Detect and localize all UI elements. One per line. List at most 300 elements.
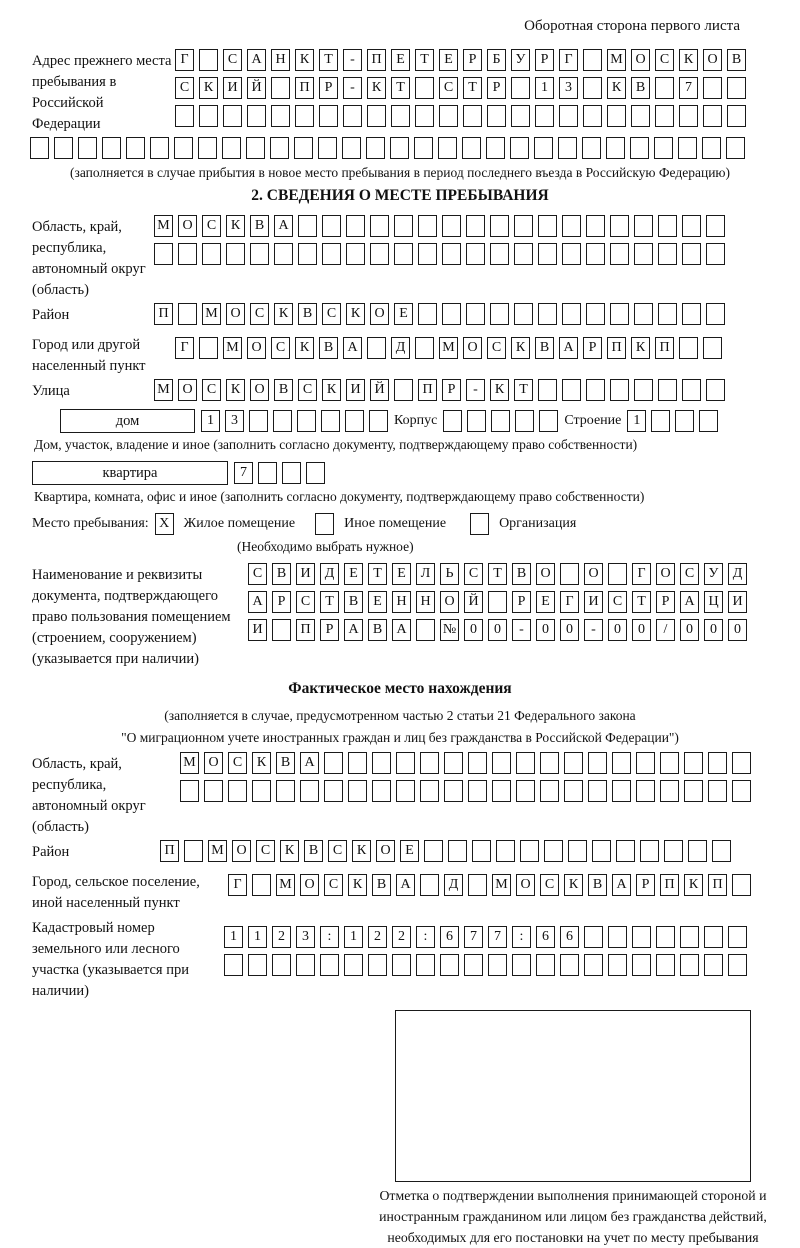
char-box[interactable] xyxy=(559,105,578,127)
char-box[interactable]: С xyxy=(608,591,627,613)
char-box[interactable]: : xyxy=(512,926,531,948)
char-box[interactable] xyxy=(224,954,243,976)
char-box[interactable] xyxy=(658,379,677,401)
char-box[interactable]: С xyxy=(322,303,341,325)
char-box[interactable]: Т xyxy=(488,563,507,585)
char-box[interactable]: Т xyxy=(415,49,434,71)
char-box[interactable]: М xyxy=(223,337,242,359)
char-box[interactable] xyxy=(248,954,267,976)
char-box[interactable] xyxy=(30,137,49,159)
char-box[interactable] xyxy=(418,243,437,265)
char-box[interactable]: А xyxy=(247,49,266,71)
char-box[interactable]: В xyxy=(272,563,291,585)
char-box[interactable]: У xyxy=(704,563,723,585)
char-box[interactable] xyxy=(732,874,751,896)
char-box[interactable]: А xyxy=(343,337,362,359)
char-box[interactable]: С xyxy=(328,840,347,862)
char-box[interactable] xyxy=(656,954,675,976)
char-box[interactable]: И xyxy=(223,77,242,99)
char-box[interactable] xyxy=(496,840,515,862)
char-box[interactable] xyxy=(416,954,435,976)
char-box[interactable]: Р xyxy=(512,591,531,613)
char-box[interactable] xyxy=(492,752,511,774)
char-box[interactable]: Д xyxy=(444,874,463,896)
char-box[interactable] xyxy=(706,243,725,265)
char-box[interactable]: В xyxy=(250,215,269,237)
char-box[interactable] xyxy=(584,926,603,948)
char-box[interactable]: П xyxy=(660,874,679,896)
char-box[interactable]: В xyxy=(274,379,293,401)
char-box[interactable]: П xyxy=(160,840,179,862)
char-box[interactable]: М xyxy=(439,337,458,359)
char-box[interactable] xyxy=(198,137,217,159)
char-box[interactable]: Т xyxy=(463,77,482,99)
char-box[interactable] xyxy=(420,874,439,896)
char-box[interactable] xyxy=(535,105,554,127)
char-box[interactable] xyxy=(512,954,531,976)
char-box[interactable] xyxy=(468,752,487,774)
char-box[interactable] xyxy=(372,752,391,774)
char-box[interactable] xyxy=(444,752,463,774)
char-box[interactable]: Г xyxy=(632,563,651,585)
char-box[interactable]: Т xyxy=(391,77,410,99)
char-box[interactable]: С xyxy=(202,215,221,237)
char-box[interactable]: И xyxy=(248,619,267,641)
char-box[interactable] xyxy=(54,137,73,159)
char-box[interactable] xyxy=(296,954,315,976)
char-box[interactable] xyxy=(586,379,605,401)
char-box[interactable]: 6 xyxy=(440,926,459,948)
char-box[interactable]: М xyxy=(492,874,511,896)
char-box[interactable] xyxy=(516,752,535,774)
char-box[interactable]: Д xyxy=(728,563,747,585)
char-box[interactable] xyxy=(102,137,121,159)
char-box[interactable] xyxy=(608,926,627,948)
char-box[interactable] xyxy=(415,337,434,359)
char-box[interactable]: И xyxy=(728,591,747,613)
char-box[interactable] xyxy=(634,243,653,265)
char-box[interactable] xyxy=(539,410,558,432)
char-box[interactable] xyxy=(486,137,505,159)
char-box[interactable] xyxy=(562,215,581,237)
char-box[interactable]: 2 xyxy=(368,926,387,948)
char-box[interactable]: : xyxy=(320,926,339,948)
char-box[interactable] xyxy=(487,105,506,127)
char-box[interactable]: Т xyxy=(320,591,339,613)
char-box[interactable] xyxy=(343,105,362,127)
char-box[interactable] xyxy=(318,137,337,159)
char-box[interactable]: О xyxy=(250,379,269,401)
char-box[interactable]: - xyxy=(343,77,362,99)
char-box[interactable] xyxy=(636,752,655,774)
char-box[interactable] xyxy=(184,840,203,862)
char-box[interactable]: А xyxy=(392,619,411,641)
char-box[interactable] xyxy=(634,303,653,325)
char-box[interactable]: К xyxy=(274,303,293,325)
char-box[interactable] xyxy=(616,840,635,862)
char-box[interactable]: В xyxy=(319,337,338,359)
char-box[interactable] xyxy=(632,926,651,948)
char-box[interactable] xyxy=(703,337,722,359)
organization-checkbox[interactable] xyxy=(470,513,489,535)
char-box[interactable] xyxy=(258,462,277,484)
char-box[interactable] xyxy=(424,840,443,862)
char-box[interactable] xyxy=(610,303,629,325)
char-box[interactable]: Г xyxy=(560,591,579,613)
char-box[interactable]: С xyxy=(175,77,194,99)
char-box[interactable]: П xyxy=(295,77,314,99)
char-box[interactable]: А xyxy=(248,591,267,613)
char-box[interactable] xyxy=(664,840,683,862)
char-box[interactable]: В xyxy=(512,563,531,585)
char-box[interactable] xyxy=(680,926,699,948)
char-box[interactable]: Г xyxy=(559,49,578,71)
char-box[interactable] xyxy=(634,379,653,401)
char-box[interactable] xyxy=(534,137,553,159)
char-box[interactable]: П xyxy=(296,619,315,641)
char-box[interactable] xyxy=(370,243,389,265)
char-box[interactable] xyxy=(442,215,461,237)
char-box[interactable]: В xyxy=(298,303,317,325)
char-box[interactable]: В xyxy=(368,619,387,641)
char-box[interactable]: 3 xyxy=(559,77,578,99)
char-box[interactable] xyxy=(706,303,725,325)
char-box[interactable]: М xyxy=(607,49,626,71)
char-box[interactable]: С xyxy=(655,49,674,71)
char-box[interactable]: С xyxy=(223,49,242,71)
char-box[interactable] xyxy=(655,105,674,127)
char-box[interactable]: В xyxy=(727,49,746,71)
char-box[interactable] xyxy=(538,379,557,401)
char-box[interactable]: 0 xyxy=(464,619,483,641)
char-box[interactable]: К xyxy=(352,840,371,862)
char-box[interactable] xyxy=(344,954,363,976)
char-box[interactable]: В xyxy=(304,840,323,862)
char-box[interactable] xyxy=(150,137,169,159)
char-box[interactable] xyxy=(490,215,509,237)
char-box[interactable]: 1 xyxy=(535,77,554,99)
char-box[interactable] xyxy=(586,303,605,325)
char-box[interactable]: И xyxy=(584,591,603,613)
char-box[interactable]: К xyxy=(346,303,365,325)
char-box[interactable] xyxy=(294,137,313,159)
char-box[interactable] xyxy=(448,840,467,862)
char-box[interactable] xyxy=(78,137,97,159)
char-box[interactable]: С xyxy=(296,591,315,613)
char-box[interactable] xyxy=(706,379,725,401)
char-box[interactable]: Р xyxy=(319,77,338,99)
char-box[interactable]: М xyxy=(154,379,173,401)
char-box[interactable]: Е xyxy=(536,591,555,613)
char-box[interactable]: К xyxy=(679,49,698,71)
char-box[interactable]: 3 xyxy=(296,926,315,948)
char-box[interactable]: И xyxy=(346,379,365,401)
char-box[interactable] xyxy=(394,243,413,265)
char-box[interactable] xyxy=(562,243,581,265)
char-box[interactable] xyxy=(588,752,607,774)
char-box[interactable]: Й xyxy=(464,591,483,613)
char-box[interactable] xyxy=(276,780,295,802)
char-box[interactable]: А xyxy=(612,874,631,896)
char-box[interactable] xyxy=(415,77,434,99)
char-box[interactable] xyxy=(679,337,698,359)
char-box[interactable]: Т xyxy=(632,591,651,613)
char-box[interactable]: О xyxy=(300,874,319,896)
char-box[interactable] xyxy=(712,840,731,862)
char-box[interactable] xyxy=(678,137,697,159)
char-box[interactable] xyxy=(706,215,725,237)
char-box[interactable] xyxy=(728,926,747,948)
char-box[interactable]: Т xyxy=(319,49,338,71)
char-box[interactable]: О xyxy=(247,337,266,359)
char-box[interactable] xyxy=(298,243,317,265)
char-box[interactable] xyxy=(544,840,563,862)
char-box[interactable] xyxy=(368,954,387,976)
char-box[interactable] xyxy=(252,780,271,802)
char-box[interactable] xyxy=(394,215,413,237)
char-box[interactable]: / xyxy=(656,619,675,641)
char-box[interactable]: О xyxy=(370,303,389,325)
char-box[interactable] xyxy=(583,105,602,127)
char-box[interactable]: А xyxy=(559,337,578,359)
char-box[interactable] xyxy=(658,243,677,265)
char-box[interactable] xyxy=(442,243,461,265)
char-box[interactable]: О xyxy=(232,840,251,862)
char-box[interactable]: Р xyxy=(656,591,675,613)
char-box[interactable]: С xyxy=(298,379,317,401)
char-box[interactable] xyxy=(538,303,557,325)
char-box[interactable]: М xyxy=(180,752,199,774)
char-box[interactable]: К xyxy=(490,379,509,401)
char-box[interactable] xyxy=(514,215,533,237)
char-box[interactable] xyxy=(392,954,411,976)
char-box[interactable] xyxy=(708,752,727,774)
char-box[interactable]: М xyxy=(154,215,173,237)
char-box[interactable] xyxy=(298,215,317,237)
char-box[interactable] xyxy=(464,954,483,976)
char-box[interactable] xyxy=(466,303,485,325)
char-box[interactable]: К xyxy=(199,77,218,99)
char-box[interactable] xyxy=(320,954,339,976)
char-box[interactable]: С xyxy=(487,337,506,359)
char-box[interactable]: Л xyxy=(416,563,435,585)
char-box[interactable]: 7 xyxy=(464,926,483,948)
char-box[interactable] xyxy=(443,410,462,432)
char-box[interactable]: 7 xyxy=(488,926,507,948)
char-box[interactable]: С xyxy=(540,874,559,896)
char-box[interactable] xyxy=(511,77,530,99)
char-box[interactable] xyxy=(324,780,343,802)
char-box[interactable] xyxy=(636,780,655,802)
char-box[interactable] xyxy=(204,780,223,802)
char-box[interactable] xyxy=(630,137,649,159)
char-box[interactable] xyxy=(704,954,723,976)
char-box[interactable] xyxy=(584,954,603,976)
char-box[interactable]: Р xyxy=(487,77,506,99)
char-box[interactable] xyxy=(728,954,747,976)
char-box[interactable] xyxy=(660,752,679,774)
char-box[interactable]: Й xyxy=(370,379,389,401)
char-box[interactable]: В xyxy=(535,337,554,359)
char-box[interactable]: Р xyxy=(535,49,554,71)
char-box[interactable] xyxy=(126,137,145,159)
char-box[interactable] xyxy=(684,780,703,802)
char-box[interactable] xyxy=(516,780,535,802)
char-box[interactable]: С xyxy=(248,563,267,585)
char-box[interactable]: П xyxy=(154,303,173,325)
char-box[interactable] xyxy=(538,215,557,237)
char-box[interactable]: Р xyxy=(636,874,655,896)
char-box[interactable] xyxy=(540,752,559,774)
char-box[interactable]: С xyxy=(324,874,343,896)
char-box[interactable] xyxy=(564,752,583,774)
char-box[interactable] xyxy=(372,780,391,802)
char-box[interactable] xyxy=(727,105,746,127)
char-box[interactable]: К xyxy=(252,752,271,774)
char-box[interactable]: С xyxy=(680,563,699,585)
char-box[interactable] xyxy=(732,780,751,802)
char-box[interactable] xyxy=(396,752,415,774)
char-box[interactable]: 0 xyxy=(608,619,627,641)
char-box[interactable]: 0 xyxy=(560,619,579,641)
char-box[interactable]: Е xyxy=(439,49,458,71)
char-box[interactable]: Р xyxy=(272,591,291,613)
char-box[interactable] xyxy=(369,410,388,432)
char-box[interactable] xyxy=(418,303,437,325)
char-box[interactable]: П xyxy=(655,337,674,359)
char-box[interactable]: 1 xyxy=(344,926,363,948)
char-box[interactable] xyxy=(511,105,530,127)
char-box[interactable] xyxy=(272,619,291,641)
char-box[interactable] xyxy=(319,105,338,127)
char-box[interactable] xyxy=(223,105,242,127)
char-box[interactable]: К xyxy=(684,874,703,896)
char-box[interactable] xyxy=(467,410,486,432)
char-box[interactable]: № xyxy=(440,619,459,641)
char-box[interactable]: К xyxy=(322,379,341,401)
char-box[interactable] xyxy=(322,215,341,237)
char-box[interactable] xyxy=(226,243,245,265)
char-box[interactable] xyxy=(583,49,602,71)
char-box[interactable] xyxy=(612,780,631,802)
char-box[interactable] xyxy=(199,105,218,127)
char-box[interactable]: В xyxy=(372,874,391,896)
char-box[interactable] xyxy=(271,105,290,127)
char-box[interactable] xyxy=(732,752,751,774)
char-box[interactable]: Б xyxy=(487,49,506,71)
residential-checkbox[interactable]: X xyxy=(155,513,174,535)
char-box[interactable]: С xyxy=(256,840,275,862)
char-box[interactable] xyxy=(588,780,607,802)
char-box[interactable] xyxy=(488,591,507,613)
char-box[interactable] xyxy=(675,410,694,432)
char-box[interactable] xyxy=(415,105,434,127)
char-box[interactable] xyxy=(540,780,559,802)
char-box[interactable] xyxy=(416,619,435,641)
char-box[interactable]: Р xyxy=(442,379,461,401)
char-box[interactable]: С xyxy=(439,77,458,99)
char-box[interactable] xyxy=(726,137,745,159)
char-box[interactable]: П xyxy=(607,337,626,359)
char-box[interactable]: В xyxy=(631,77,650,99)
char-box[interactable] xyxy=(348,780,367,802)
char-box[interactable] xyxy=(466,243,485,265)
char-box[interactable] xyxy=(520,840,539,862)
char-box[interactable]: К xyxy=(631,337,650,359)
char-box[interactable]: К xyxy=(607,77,626,99)
char-box[interactable]: 0 xyxy=(536,619,555,641)
char-box[interactable] xyxy=(250,243,269,265)
char-box[interactable] xyxy=(632,954,651,976)
char-box[interactable]: 2 xyxy=(272,926,291,948)
char-box[interactable]: Г xyxy=(175,49,194,71)
char-box[interactable]: К xyxy=(295,337,314,359)
char-box[interactable] xyxy=(688,840,707,862)
char-box[interactable]: О xyxy=(656,563,675,585)
char-box[interactable] xyxy=(679,105,698,127)
char-box[interactable]: О xyxy=(584,563,603,585)
char-box[interactable] xyxy=(396,780,415,802)
char-box[interactable] xyxy=(342,137,361,159)
char-box[interactable] xyxy=(420,780,439,802)
char-box[interactable]: Д xyxy=(391,337,410,359)
char-box[interactable]: В xyxy=(588,874,607,896)
char-box[interactable]: С xyxy=(250,303,269,325)
char-box[interactable] xyxy=(414,137,433,159)
char-box[interactable] xyxy=(390,137,409,159)
char-box[interactable] xyxy=(272,954,291,976)
char-box[interactable] xyxy=(682,379,701,401)
char-box[interactable] xyxy=(515,410,534,432)
char-box[interactable]: 3 xyxy=(225,410,244,432)
char-box[interactable]: У xyxy=(511,49,530,71)
char-box[interactable]: Ц xyxy=(704,591,723,613)
char-box[interactable]: О xyxy=(516,874,535,896)
char-box[interactable]: Т xyxy=(514,379,533,401)
char-box[interactable] xyxy=(682,243,701,265)
char-box[interactable]: 0 xyxy=(728,619,747,641)
char-box[interactable]: О xyxy=(178,215,197,237)
char-box[interactable] xyxy=(490,303,509,325)
char-box[interactable] xyxy=(558,137,577,159)
char-box[interactable] xyxy=(514,303,533,325)
char-box[interactable] xyxy=(660,780,679,802)
char-box[interactable] xyxy=(324,752,343,774)
char-box[interactable] xyxy=(271,77,290,99)
char-box[interactable] xyxy=(492,780,511,802)
char-box[interactable]: С xyxy=(271,337,290,359)
char-box[interactable] xyxy=(538,243,557,265)
char-box[interactable] xyxy=(568,840,587,862)
char-box[interactable] xyxy=(702,137,721,159)
char-box[interactable] xyxy=(367,337,386,359)
char-box[interactable]: С xyxy=(202,379,221,401)
char-box[interactable] xyxy=(560,954,579,976)
char-box[interactable] xyxy=(154,243,173,265)
char-box[interactable] xyxy=(178,243,197,265)
char-box[interactable]: : xyxy=(416,926,435,948)
char-box[interactable] xyxy=(270,137,289,159)
char-box[interactable] xyxy=(586,243,605,265)
char-box[interactable] xyxy=(306,462,325,484)
char-box[interactable] xyxy=(640,840,659,862)
char-box[interactable]: О xyxy=(536,563,555,585)
char-box[interactable] xyxy=(510,137,529,159)
char-box[interactable]: А xyxy=(396,874,415,896)
char-box[interactable] xyxy=(634,215,653,237)
char-box[interactable] xyxy=(439,105,458,127)
char-box[interactable] xyxy=(592,840,611,862)
